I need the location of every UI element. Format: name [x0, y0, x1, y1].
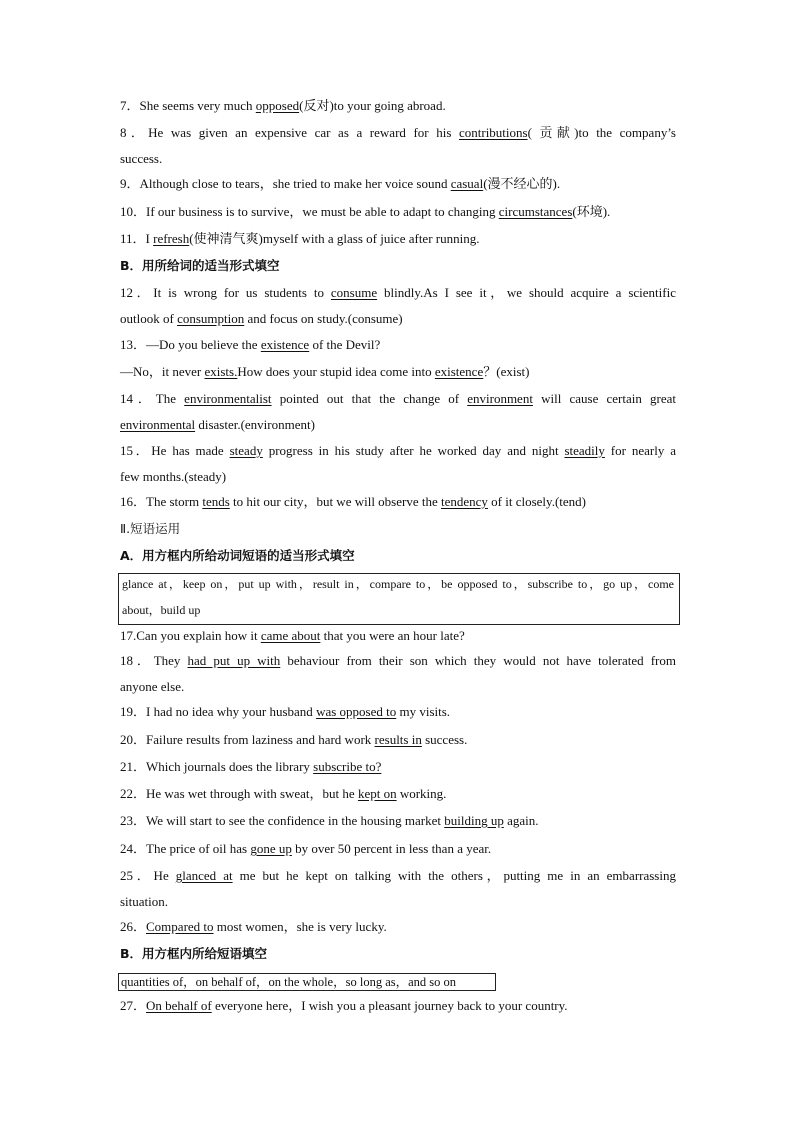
answer: contributions — [458, 125, 528, 140]
answer: refresh — [153, 231, 190, 246]
section-b2-heading: B．用方框内所给短语填空 — [120, 946, 268, 961]
item-13: 13．—Do you believe the existence of the Devil? — [120, 337, 381, 352]
item-16: 16．The storm tends to hit our city，but we will observe the tendency of it closely.(tend) — [120, 494, 586, 509]
answer: building up — [444, 813, 504, 828]
answer: environmental — [120, 417, 196, 432]
answer: casual — [450, 176, 484, 191]
item-17: 17.Can you explain how it came about that you were an hour late? — [120, 628, 465, 643]
answer: opposed — [255, 98, 300, 113]
item-12: 12．It is wrong for us students to consume blindly.As I see it，we should acquire a scientific — [120, 285, 676, 300]
item-21: 21．Which journals does the library subscribe to? — [120, 759, 382, 774]
answer: steady — [229, 443, 263, 458]
item-14: 14．The environmentalist pointed out that the change of environment will cause certain great — [120, 391, 676, 406]
answer: Compared to — [146, 919, 214, 934]
section-ii-heading: Ⅱ.短语运用 — [120, 521, 181, 536]
phrase-box — [118, 573, 680, 625]
answer: existence — [260, 337, 310, 352]
item-25: 25．He glanced at me but he kept on talking with the others，putting me in an embarrassing — [120, 868, 676, 883]
answer: kept on — [357, 786, 397, 801]
item-20: 20．Failure results from laziness and hard work results in success. — [120, 732, 468, 747]
phrase-box-2 — [118, 973, 496, 991]
answer: consume — [330, 285, 378, 300]
answer: environment — [467, 391, 533, 406]
answer: tends — [202, 494, 230, 509]
item-8-cont: success. — [120, 151, 163, 166]
item-14-cont: environmental disaster.(environment) — [120, 417, 315, 432]
phrase-box-line: glance at，keep on，put up with，result in，compare to，be opposed to，subscribe to，go up，come — [122, 577, 674, 591]
item-25-cont: situation. — [120, 894, 169, 909]
answer: environmentalist — [184, 391, 272, 406]
section-b-heading: B．用所给词的适当形式填空 — [120, 258, 280, 273]
item-15: 15．He has made steady progress in his study after he worked day and night steadily for nearly a — [120, 443, 676, 458]
item-12-cont: outlook of consumption and focus on study.(consume) — [120, 311, 403, 326]
answer: existence — [434, 364, 484, 379]
answer: results in — [374, 732, 422, 747]
item-13-cont: —No，it never exists.How does your stupid idea come into existence？(exist) — [120, 364, 530, 379]
phrase-box-line: about，build up — [122, 603, 201, 617]
item-27: 27．On behalf of everyone here，I wish you a pleasant journey back to your country. — [120, 998, 568, 1013]
item-18-cont: anyone else. — [120, 679, 185, 694]
item-22: 22．He was wet through with sweat，but he kept on working. — [120, 786, 447, 801]
answer: consumption — [177, 311, 245, 326]
item-19: 19．I had no idea why your husband was opposed to my visits. — [120, 704, 451, 719]
item-18: 18．They had put up with behaviour from their son which they would not have tolerated from — [120, 653, 676, 668]
answer: On behalf of — [146, 998, 212, 1013]
item-10: 10．If our business is to survive，we must be able to adapt to changing circumstances(环境). — [120, 204, 611, 219]
item-9: 9．Although close to tears，she tried to make her voice sound casual(漫不经心的). — [120, 176, 561, 191]
answer: came about — [260, 628, 321, 643]
answer: gone up — [250, 841, 292, 856]
item-23: 23．We will start to see the confidence in the housing market building up again. — [120, 813, 539, 828]
item-24: 24．The price of oil has gone up by over 50 percent in less than a year. — [120, 841, 492, 856]
answer: had put up with — [187, 653, 281, 668]
answer: glanced at — [175, 868, 233, 883]
section-a-heading: A．用方框内所给动词短语的适当形式填空 — [120, 548, 355, 563]
item-11: 11．I refresh(使神清气爽)myself with a glass of juice after running. — [120, 231, 480, 246]
answer: was opposed to — [316, 704, 397, 719]
answer: circumstances — [498, 204, 573, 219]
item-8: 8．He was given an expensive car as a reward for his contributions( 贡献)to the company’s — [120, 125, 676, 140]
answer: steadily — [564, 443, 605, 458]
phrase-box-line: quantities of，on behalf of，on the whole，so long as，and so on — [121, 975, 457, 989]
answer: subscribe to? — [313, 759, 382, 774]
answer: tendency — [441, 494, 488, 509]
answer: exists. — [204, 364, 238, 379]
item-7: 7．She seems very much opposed(反对)to your going abroad. — [120, 98, 446, 113]
item-15-cont: few months.(steady) — [120, 469, 227, 484]
item-26: 26．Compared to most women，she is very lucky. — [120, 919, 387, 934]
